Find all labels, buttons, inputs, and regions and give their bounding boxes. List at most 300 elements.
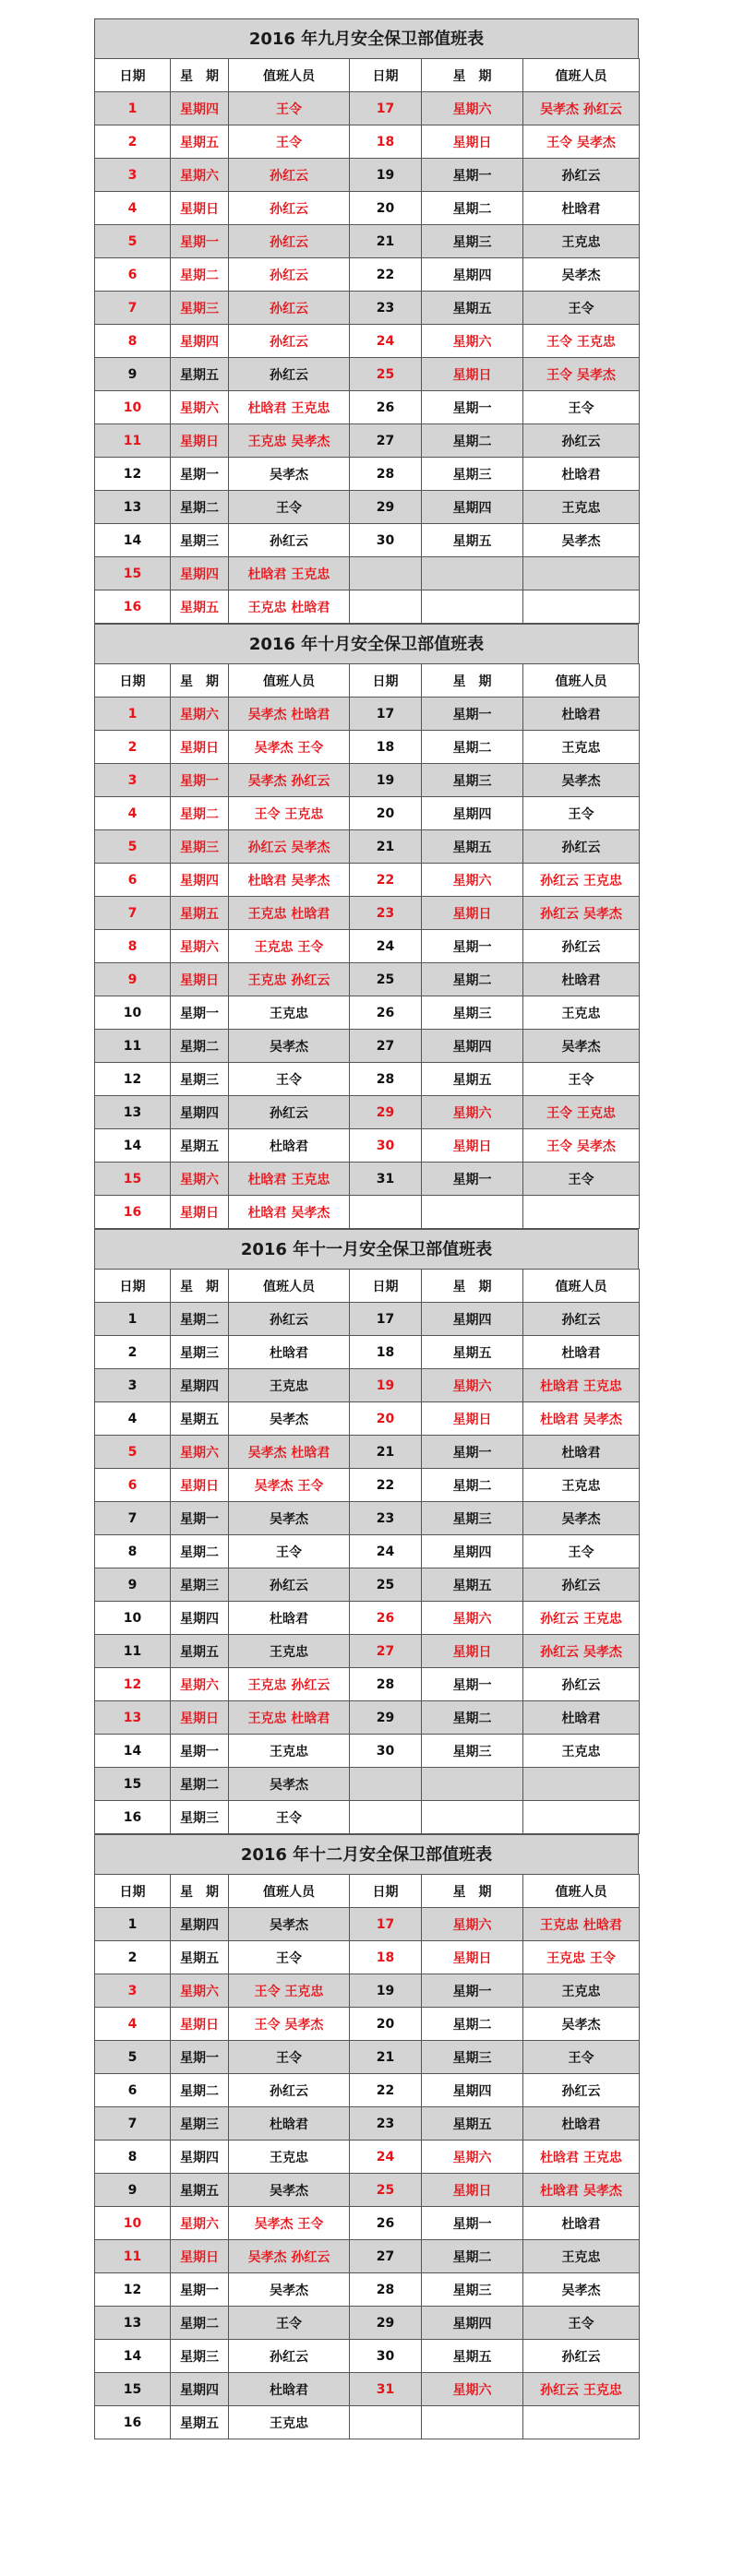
table-row [95, 1801, 640, 1834]
table-row [95, 731, 640, 764]
empty-cell [422, 590, 523, 624]
staff-cell: 王克忠 杜晗君 [229, 590, 350, 624]
day-cell: 28 [350, 458, 422, 491]
staff-cell: 王克忠 王令 [229, 930, 350, 963]
day-cell: 24 [350, 930, 422, 963]
table-row [95, 2340, 640, 2373]
day-cell: 26 [350, 2207, 422, 2240]
staff-cell: 杜晗君 [523, 698, 640, 731]
table-row [95, 1974, 640, 2008]
empty-cell [422, 557, 523, 590]
day-cell: 26 [350, 391, 422, 424]
empty-cell [523, 557, 640, 590]
weekday-cell: 星期一 [422, 159, 523, 192]
staff-cell: 王令 王克忠 [523, 325, 640, 358]
weekday-cell: 星期二 [422, 2008, 523, 2041]
day-cell: 30 [350, 1129, 422, 1163]
day-cell: 18 [350, 125, 422, 159]
day-cell: 22 [350, 864, 422, 897]
weekday-cell: 星期六 [422, 1096, 523, 1129]
staff-cell: 杜晗君 [523, 963, 640, 996]
day-cell: 17 [350, 92, 422, 125]
weekday-cell: 星期四 [422, 1030, 523, 1063]
weekday-cell: 星期三 [422, 225, 523, 258]
column-header-staff: 值班人员 [523, 664, 640, 698]
staff-cell: 吴孝杰 王令 [229, 731, 350, 764]
day-cell: 25 [350, 358, 422, 391]
day-cell: 19 [350, 159, 422, 192]
staff-cell: 王令 [229, 92, 350, 125]
day-cell: 3 [95, 1974, 171, 2008]
staff-cell: 杜晗君 [523, 1701, 640, 1735]
staff-cell: 王令 [523, 2041, 640, 2074]
weekday-cell: 星期六 [171, 930, 229, 963]
day-cell: 7 [95, 292, 171, 325]
header-row [95, 59, 640, 92]
day-cell: 1 [95, 1303, 171, 1336]
weekday-cell: 星期四 [422, 797, 523, 830]
month-section [94, 1834, 639, 2439]
weekday-cell: 星期二 [171, 2074, 229, 2107]
duty-roster-sheet [94, 18, 639, 2439]
staff-cell: 孙红云 [229, 325, 350, 358]
weekday-cell: 星期一 [171, 1735, 229, 1768]
table-row [95, 1163, 640, 1196]
roster-table [94, 1874, 640, 2439]
table-row [95, 2174, 640, 2207]
table-row [95, 1469, 640, 1502]
staff-cell: 孙红云 [523, 930, 640, 963]
column-header-day: 日期 [350, 1875, 422, 1908]
day-cell: 19 [350, 1974, 422, 2008]
day-cell: 24 [350, 325, 422, 358]
table-row [95, 2141, 640, 2174]
weekday-cell: 星期六 [422, 2373, 523, 2406]
table-row [95, 1635, 640, 1668]
staff-cell: 杜晗君 [523, 2207, 640, 2240]
day-cell: 10 [95, 1602, 171, 1635]
day-cell: 19 [350, 764, 422, 797]
empty-cell [350, 590, 422, 624]
staff-cell: 孙红云 [523, 2340, 640, 2373]
weekday-cell: 星期五 [422, 2107, 523, 2141]
day-cell: 27 [350, 424, 422, 458]
staff-cell: 王克忠 [523, 1735, 640, 1768]
column-header-day: 日期 [95, 664, 171, 698]
day-cell: 20 [350, 1402, 422, 1436]
staff-cell: 王令 [523, 1163, 640, 1196]
table-row [95, 1668, 640, 1701]
day-cell: 28 [350, 1063, 422, 1096]
day-cell: 22 [350, 2074, 422, 2107]
staff-cell: 王克忠 孙红云 [229, 1668, 350, 1701]
weekday-cell: 星期一 [422, 1436, 523, 1469]
day-cell: 21 [350, 1436, 422, 1469]
day-cell: 28 [350, 1668, 422, 1701]
column-header-day: 日期 [95, 1875, 171, 1908]
month-title: 2016 年十月安全保卫部值班表 [94, 624, 639, 663]
table-row [95, 159, 640, 192]
weekday-cell: 星期六 [171, 1668, 229, 1701]
staff-cell: 王令 王克忠 [229, 1974, 350, 2008]
day-cell: 4 [95, 192, 171, 225]
staff-cell: 王令 [229, 125, 350, 159]
table-row [95, 491, 640, 524]
weekday-cell: 星期六 [171, 2207, 229, 2240]
table-row [95, 864, 640, 897]
day-cell: 6 [95, 258, 171, 292]
day-cell: 22 [350, 258, 422, 292]
staff-cell: 吴孝杰 杜晗君 [229, 1436, 350, 1469]
weekday-cell: 星期四 [422, 1303, 523, 1336]
table-row [95, 292, 640, 325]
weekday-cell: 星期五 [171, 590, 229, 624]
staff-cell: 吴孝杰 [229, 1768, 350, 1801]
day-cell: 2 [95, 1941, 171, 1974]
day-cell: 28 [350, 2273, 422, 2307]
roster-table [94, 663, 640, 1229]
table-row [95, 192, 640, 225]
empty-cell [523, 1801, 640, 1834]
column-header-weekday: 星 期 [171, 1875, 229, 1908]
day-cell: 5 [95, 830, 171, 864]
weekday-cell: 星期四 [171, 92, 229, 125]
staff-cell: 王令 [523, 2307, 640, 2340]
weekday-cell: 星期四 [422, 2307, 523, 2340]
weekday-cell: 星期五 [171, 358, 229, 391]
day-cell: 30 [350, 2340, 422, 2373]
day-cell: 3 [95, 764, 171, 797]
column-header-staff: 值班人员 [229, 1875, 350, 1908]
header-row [95, 1270, 640, 1303]
weekday-cell: 星期日 [422, 358, 523, 391]
weekday-cell: 星期日 [422, 1129, 523, 1163]
staff-cell: 杜晗君 [229, 1602, 350, 1635]
staff-cell: 王令 [229, 1535, 350, 1568]
weekday-cell: 星期一 [422, 2207, 523, 2240]
day-cell: 1 [95, 92, 171, 125]
roster-table [94, 1269, 640, 1834]
weekday-cell: 星期一 [171, 764, 229, 797]
table-row [95, 1535, 640, 1568]
staff-cell: 王克忠 [523, 225, 640, 258]
staff-cell: 孙红云 [229, 159, 350, 192]
day-cell: 18 [350, 1336, 422, 1369]
weekday-cell: 星期六 [171, 159, 229, 192]
staff-cell: 孙红云 [229, 258, 350, 292]
day-cell: 13 [95, 1096, 171, 1129]
day-cell: 4 [95, 2008, 171, 2041]
day-cell: 12 [95, 458, 171, 491]
day-cell: 26 [350, 996, 422, 1030]
weekday-cell: 星期六 [171, 1436, 229, 1469]
weekday-cell: 星期三 [171, 292, 229, 325]
weekday-cell: 星期五 [422, 292, 523, 325]
day-cell: 31 [350, 2373, 422, 2406]
table-row [95, 1196, 640, 1229]
weekday-cell: 星期六 [422, 325, 523, 358]
weekday-cell: 星期日 [171, 1469, 229, 1502]
day-cell: 15 [95, 1163, 171, 1196]
month-title: 2016 年九月安全保卫部值班表 [94, 18, 639, 58]
day-cell: 29 [350, 491, 422, 524]
weekday-cell: 星期四 [171, 2141, 229, 2174]
staff-cell: 王克忠 杜晗君 [229, 897, 350, 930]
column-header-day: 日期 [350, 1270, 422, 1303]
weekday-cell: 星期日 [171, 1196, 229, 1229]
day-cell: 11 [95, 1635, 171, 1668]
column-header-weekday: 星 期 [422, 664, 523, 698]
day-cell: 23 [350, 897, 422, 930]
day-cell: 7 [95, 2107, 171, 2141]
header-row [95, 1875, 640, 1908]
staff-cell: 孙红云 王克忠 [523, 2373, 640, 2406]
empty-cell [523, 1196, 640, 1229]
staff-cell: 王克忠 [523, 731, 640, 764]
weekday-cell: 星期二 [422, 2240, 523, 2273]
weekday-cell: 星期六 [422, 2141, 523, 2174]
empty-cell [350, 2406, 422, 2439]
staff-cell: 杜晗君 [229, 2107, 350, 2141]
staff-cell: 杜晗君 [229, 1129, 350, 1163]
day-cell: 16 [95, 590, 171, 624]
staff-cell: 吴孝杰 [523, 2273, 640, 2307]
weekday-cell: 星期一 [171, 996, 229, 1030]
staff-cell: 杜晗君 [523, 2107, 640, 2141]
weekday-cell: 星期三 [422, 2273, 523, 2307]
day-cell: 6 [95, 1469, 171, 1502]
staff-cell: 王令 [523, 1535, 640, 1568]
staff-cell: 王令 [229, 2307, 350, 2340]
day-cell: 10 [95, 391, 171, 424]
weekday-cell: 星期二 [422, 192, 523, 225]
column-header-weekday: 星 期 [422, 1875, 523, 1908]
weekday-cell: 星期四 [171, 1369, 229, 1402]
day-cell: 14 [95, 1129, 171, 1163]
weekday-cell: 星期日 [422, 125, 523, 159]
weekday-cell: 星期日 [171, 963, 229, 996]
month-section [94, 624, 639, 1229]
day-cell: 14 [95, 1735, 171, 1768]
staff-cell: 杜晗君 [229, 1336, 350, 1369]
table-row [95, 930, 640, 963]
weekday-cell: 星期四 [422, 258, 523, 292]
day-cell: 21 [350, 830, 422, 864]
table-row [95, 1063, 640, 1096]
day-cell: 25 [350, 2174, 422, 2207]
column-header-weekday: 星 期 [171, 664, 229, 698]
staff-cell: 吴孝杰 [523, 258, 640, 292]
day-cell: 5 [95, 225, 171, 258]
table-row [95, 1768, 640, 1801]
staff-cell: 王令 [523, 292, 640, 325]
table-row [95, 1096, 640, 1129]
weekday-cell: 星期五 [171, 1402, 229, 1436]
weekday-cell: 星期二 [171, 2307, 229, 2340]
weekday-cell: 星期五 [422, 1568, 523, 1602]
day-cell: 2 [95, 125, 171, 159]
staff-cell: 孙红云 [229, 1303, 350, 1336]
weekday-cell: 星期二 [171, 1030, 229, 1063]
staff-cell: 王令 [229, 491, 350, 524]
staff-cell: 吴孝杰 孙红云 [229, 2240, 350, 2273]
weekday-cell: 星期五 [422, 830, 523, 864]
weekday-cell: 星期三 [171, 830, 229, 864]
table-row [95, 2307, 640, 2340]
staff-cell: 王克忠 [229, 2406, 350, 2439]
empty-cell [523, 2406, 640, 2439]
weekday-cell: 星期三 [171, 2107, 229, 2141]
empty-cell [422, 1768, 523, 1801]
staff-cell: 王克忠 [229, 996, 350, 1030]
day-cell: 5 [95, 2041, 171, 2074]
table-row [95, 764, 640, 797]
staff-cell: 孙红云 吴孝杰 [229, 830, 350, 864]
day-cell: 9 [95, 963, 171, 996]
table-row [95, 1030, 640, 1063]
weekday-cell: 星期四 [171, 325, 229, 358]
header-row [95, 664, 640, 698]
weekday-cell: 星期六 [171, 1163, 229, 1196]
staff-cell: 吴孝杰 [229, 1402, 350, 1436]
weekday-cell: 星期四 [422, 1535, 523, 1568]
staff-cell: 王克忠 [523, 1974, 640, 2008]
staff-cell: 孙红云 [523, 1568, 640, 1602]
day-cell: 23 [350, 1502, 422, 1535]
staff-cell: 王令 吴孝杰 [523, 125, 640, 159]
staff-cell: 王克忠 [229, 2141, 350, 2174]
weekday-cell: 星期三 [422, 1735, 523, 1768]
day-cell: 11 [95, 424, 171, 458]
empty-cell [422, 2406, 523, 2439]
table-row [95, 2406, 640, 2439]
table-row [95, 524, 640, 557]
staff-cell: 吴孝杰 [523, 1502, 640, 1535]
weekday-cell: 星期日 [171, 731, 229, 764]
staff-cell: 孙红云 [523, 1668, 640, 1701]
staff-cell: 王克忠 [229, 1635, 350, 1668]
staff-cell: 杜晗君 [523, 1336, 640, 1369]
day-cell: 7 [95, 1502, 171, 1535]
staff-cell: 王克忠 吴孝杰 [229, 424, 350, 458]
staff-cell: 杜晗君 吴孝杰 [523, 1402, 640, 1436]
staff-cell: 吴孝杰 杜晗君 [229, 698, 350, 731]
weekday-cell: 星期三 [171, 1801, 229, 1834]
staff-cell: 杜晗君 王克忠 [229, 1163, 350, 1196]
weekday-cell: 星期日 [422, 1941, 523, 1974]
staff-cell: 吴孝杰 [523, 764, 640, 797]
column-header-day: 日期 [350, 664, 422, 698]
day-cell: 3 [95, 159, 171, 192]
weekday-cell: 星期四 [171, 864, 229, 897]
staff-cell: 吴孝杰 [229, 1030, 350, 1063]
weekday-cell: 星期三 [422, 2041, 523, 2074]
day-cell: 31 [350, 1163, 422, 1196]
staff-cell: 王令 [523, 797, 640, 830]
day-cell: 27 [350, 1030, 422, 1063]
weekday-cell: 星期日 [171, 192, 229, 225]
table-row [95, 1336, 640, 1369]
weekday-cell: 星期六 [171, 391, 229, 424]
table-row [95, 125, 640, 159]
staff-cell: 吴孝杰 [229, 2174, 350, 2207]
day-cell: 18 [350, 731, 422, 764]
weekday-cell: 星期一 [422, 698, 523, 731]
table-row [95, 1602, 640, 1635]
table-row [95, 2240, 640, 2273]
staff-cell: 杜晗君 王克忠 [229, 391, 350, 424]
staff-cell: 孙红云 [523, 424, 640, 458]
staff-cell: 孙红云 [523, 159, 640, 192]
day-cell: 14 [95, 524, 171, 557]
weekday-cell: 星期五 [422, 524, 523, 557]
table-row [95, 698, 640, 731]
weekday-cell: 星期五 [171, 2174, 229, 2207]
day-cell: 24 [350, 1535, 422, 1568]
weekday-cell: 星期日 [422, 2174, 523, 2207]
column-header-weekday: 星 期 [422, 59, 523, 92]
weekday-cell: 星期日 [171, 1701, 229, 1735]
day-cell: 21 [350, 225, 422, 258]
weekday-cell: 星期日 [171, 2240, 229, 2273]
staff-cell: 孙红云 [229, 2340, 350, 2373]
table-row [95, 963, 640, 996]
staff-cell: 孙红云 [229, 358, 350, 391]
table-row [95, 1303, 640, 1336]
staff-cell: 孙红云 [229, 225, 350, 258]
staff-cell: 孙红云 王克忠 [523, 864, 640, 897]
day-cell: 17 [350, 698, 422, 731]
table-row [95, 258, 640, 292]
weekday-cell: 星期三 [171, 524, 229, 557]
staff-cell: 杜晗君 王克忠 [523, 2141, 640, 2174]
staff-cell: 王令 吴孝杰 [523, 358, 640, 391]
weekday-cell: 星期二 [422, 1701, 523, 1735]
staff-cell: 吴孝杰 [229, 1502, 350, 1535]
staff-cell: 吴孝杰 [229, 1908, 350, 1941]
day-cell: 15 [95, 2373, 171, 2406]
weekday-cell: 星期六 [171, 698, 229, 731]
day-cell: 21 [350, 2041, 422, 2074]
table-row [95, 1436, 640, 1469]
staff-cell: 王克忠 [523, 996, 640, 1030]
staff-cell: 王克忠 [229, 1735, 350, 1768]
table-row [95, 2373, 640, 2406]
weekday-cell: 星期一 [171, 225, 229, 258]
staff-cell: 吴孝杰 孙红云 [523, 92, 640, 125]
column-header-staff: 值班人员 [229, 1270, 350, 1303]
table-row [95, 458, 640, 491]
weekday-cell: 星期五 [171, 1635, 229, 1668]
weekday-cell: 星期日 [171, 424, 229, 458]
staff-cell: 孙红云 [229, 1096, 350, 1129]
weekday-cell: 星期四 [171, 2373, 229, 2406]
staff-cell: 王克忠 [523, 2240, 640, 2273]
weekday-cell: 星期一 [422, 391, 523, 424]
table-row [95, 2207, 640, 2240]
staff-cell: 孙红云 吴孝杰 [523, 897, 640, 930]
day-cell: 1 [95, 698, 171, 731]
weekday-cell: 星期四 [171, 557, 229, 590]
staff-cell: 杜晗君 吴孝杰 [523, 2174, 640, 2207]
weekday-cell: 星期三 [422, 764, 523, 797]
table-row [95, 2107, 640, 2141]
day-cell: 13 [95, 491, 171, 524]
weekday-cell: 星期二 [171, 258, 229, 292]
day-cell: 20 [350, 192, 422, 225]
weekday-cell: 星期三 [422, 1502, 523, 1535]
weekday-cell: 星期五 [171, 1941, 229, 1974]
